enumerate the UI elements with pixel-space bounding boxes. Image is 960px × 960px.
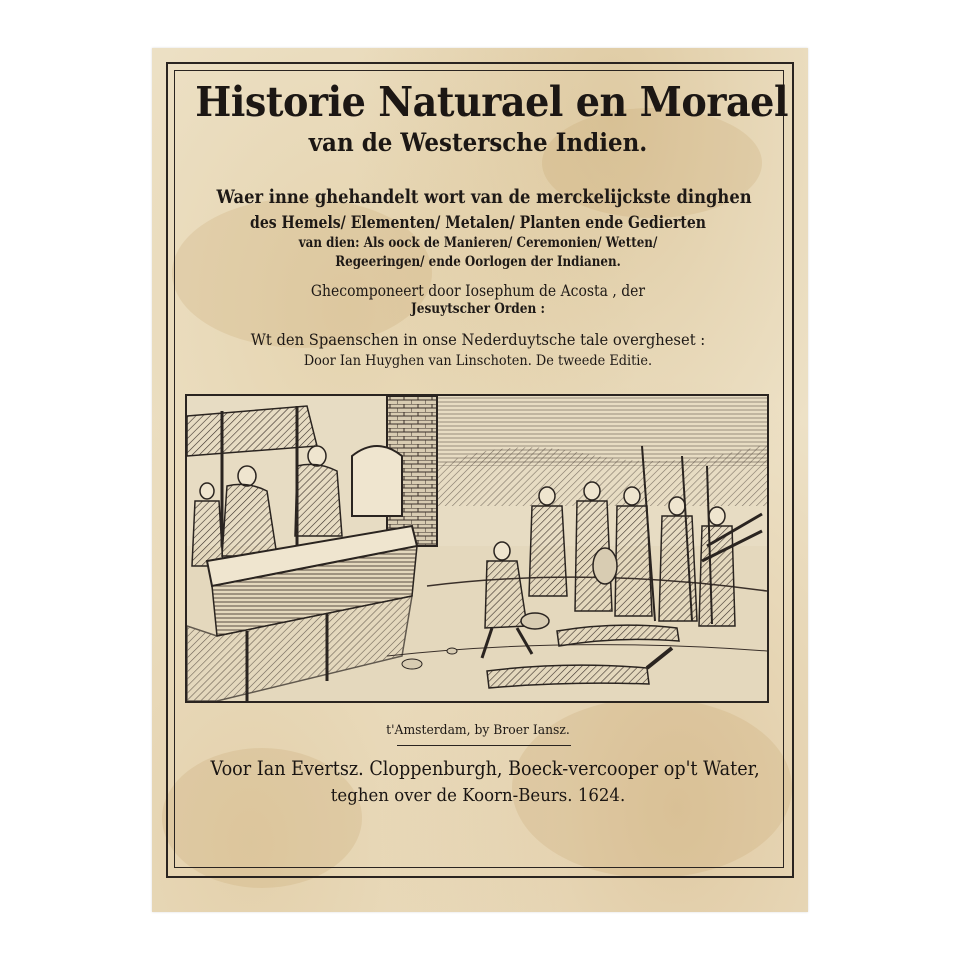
publisher-address: teghen over de Koorn-Beurs. 1624. [330,785,626,806]
description-line-2: des Hemels/ Elementen/ Metalen/ Planten ende Gedierten [250,213,706,232]
woodcut-illustration [185,394,769,703]
description-line-3: van dien: Als oock de Manieren/ Ceremonien/ Wetten/ [298,235,658,251]
author-line-1: Ghecomponeert door Iosephum de Acosta , der [310,282,646,300]
title-line-1: Historie Naturael en Morael [195,78,789,126]
printer-imprint: t'Amsterdam, by Broer Iansz. [386,723,570,738]
publisher-imprint: Voor Ian Evertsz. Cloppenburgh, Boeck-vercooper op't Water, [210,756,760,780]
title-page [152,48,808,912]
translation-line-2: Door Ian Huyghen van Linschoten. De tweede Editie. [303,353,653,369]
description-line-4: Regeeringen/ ende Oorlogen der Indianen. [335,254,621,270]
translation-line-1: Wt den Spaenschen in onse Nederduytsche tale overgheset : [250,330,706,349]
description-line-1: Waer inne ghehandelt wort van de merckelijckste dinghen [216,186,752,208]
imprint-divider [397,745,571,746]
author-line-2: Jesuytscher Orden : [410,301,546,317]
woodcut-scene [187,396,767,701]
title-line-2: van de Westersche Indien. [308,128,648,157]
